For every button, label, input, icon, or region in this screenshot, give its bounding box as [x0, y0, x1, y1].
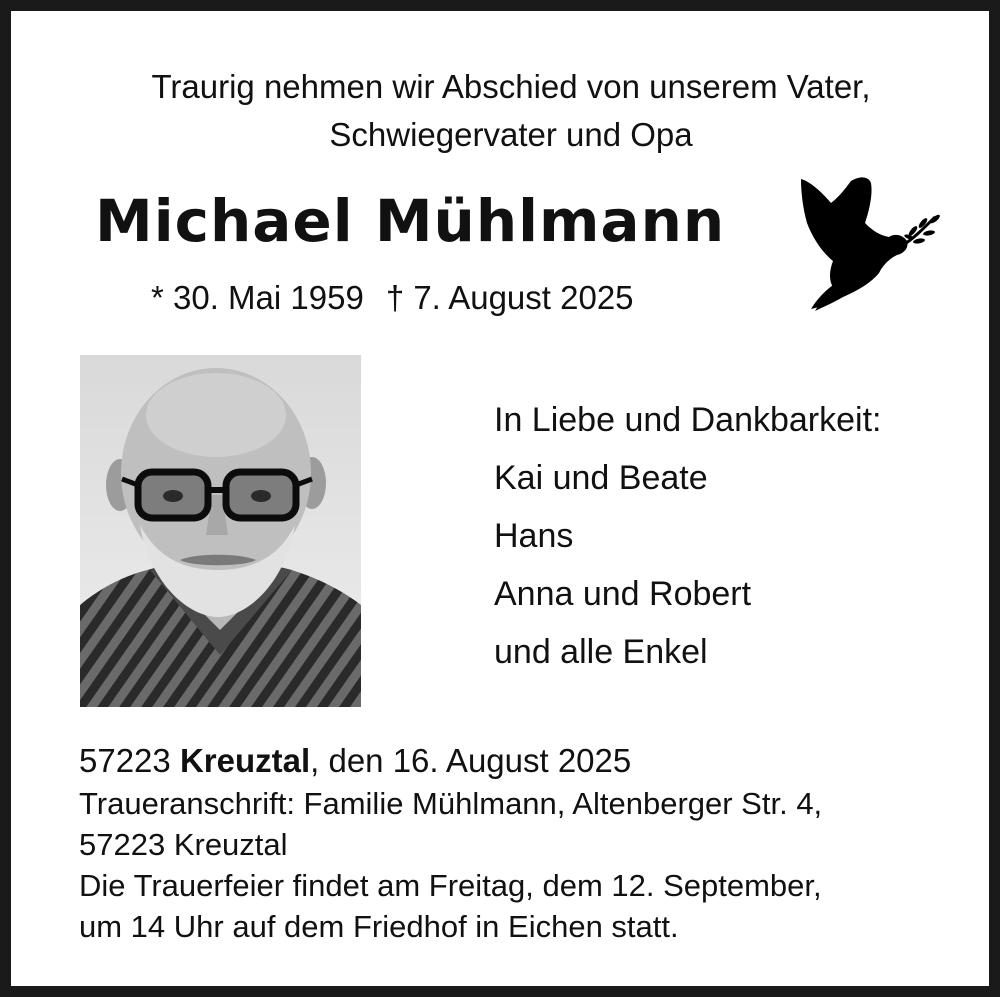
mourning-address-line-1: Traueranschrift: Familie Mühlmann, Altenberger Str. 4,: [79, 786, 823, 821]
mourners-list: [494, 391, 881, 681]
postal-code: 57223: [79, 742, 171, 779]
intro-line-1: Traurig nehmen wir Abschied von unserem Vater,: [151, 68, 871, 105]
footer-info: [79, 739, 822, 947]
mourner-name: Anna und Robert: [494, 575, 752, 613]
birth-date: * 30. Mai 1959: [151, 279, 364, 316]
notice-date: , den 16. August 2025: [310, 742, 632, 779]
mourning-address-line-2: 57223 Kreuztal: [79, 827, 288, 862]
dove-icon: [799, 173, 943, 313]
intro-text: [11, 63, 1000, 159]
portrait-photo: [80, 355, 361, 707]
ceremony-line-2: um 14 Uhr auf dem Friedhof in Eichen statt.: [79, 909, 679, 944]
mourner-name: Kai und Beate: [494, 459, 708, 497]
mourner-name: und alle Enkel: [494, 633, 708, 671]
place-date-line: [79, 739, 822, 783]
life-dates: [151, 276, 634, 320]
city-name: Kreuztal: [179, 742, 311, 779]
intro-line-2: Schwiegervater und Opa: [329, 116, 693, 153]
ceremony-line-1: Die Trauerfeier findet am Freitag, dem 12. September,: [79, 868, 822, 903]
mourner-name: Hans: [494, 517, 574, 555]
death-date: † 7. August 2025: [385, 279, 634, 316]
mourners-heading: In Liebe und Dankbarkeit:: [494, 401, 882, 439]
deceased-name: Michael Mühlmann: [95, 187, 726, 255]
